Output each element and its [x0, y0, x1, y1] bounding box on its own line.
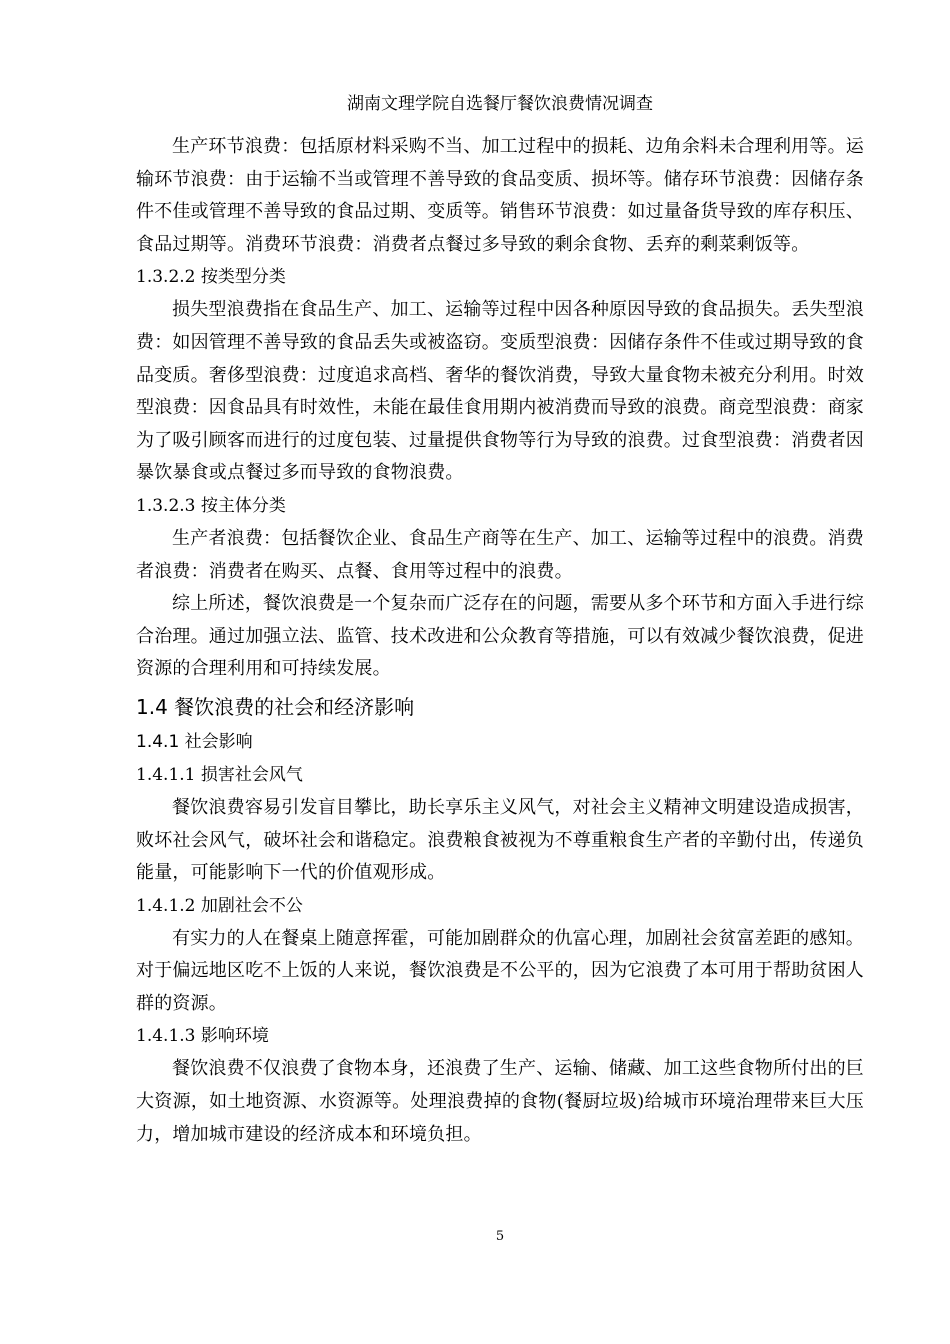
heading-1-4-1-2: 1.4.1.2 加剧社会不公 [136, 895, 303, 916]
page-number: 5 [495, 1229, 505, 1244]
paragraph-environment: 餐饮浪费不仅浪费了食物本身，还浪费了生产、运输、储藏、加工这些食物所付出的巨大资源，如土地资源、水资源等。处理浪费掉的食物(餐厨垃圾)给城市环境治理带来巨大压力，增加城市建设的经济成本和环境负担。 [136, 1058, 864, 1145]
document-body [136, 131, 864, 1151]
paragraph-social-inequality: 有实力的人在餐桌上随意挥霍，可能加剧群众的仇富心理，加剧社会贫富差距的感知。对于偏远地区吃不上饭的人来说，餐饮浪费是不公平的，因为它浪费了本可用于帮助贫困人群的资源。 [136, 927, 864, 1014]
heading-1-3-2-3: 1.3.2.3 按主体分类 [136, 495, 286, 516]
paragraph-type-waste: 损失型浪费指在食品生产、加工、运输等过程中因各种原因导致的食品损失。丢失型浪费：如因管理不善导致的食品丢失或被盗窃。变质型浪费：因储存条件不佳或过期导致的食品变质。奢侈型浪费：过度追求高档、奢华的餐饮消费，导致大量食物未被充分利用。时效型浪费：因食品具有时效性，未能在最佳食用期内被消费而导致的浪费。商竞型浪费：商家为了吸引顾客而进行的过度包装、过量提供食物等行为导致的浪费。过食型浪费：消费者因暴饮暴食或点餐过多而导致的食物浪费。 [136, 299, 864, 484]
paragraph-summary: 综上所述，餐饮浪费是一个复杂而广泛存在的问题，需要从多个环节和方面入手进行综合治理。通过加强立法、监管、技术改进和公众教育等措施，可以有效减少餐饮浪费，促进资源的合理利用和可持续发展。 [136, 593, 864, 680]
heading-1-4-1-3: 1.4.1.3 影响环境 [136, 1026, 269, 1047]
running-header: 湖南文理学院自选餐厅餐饮浪费情况调查 [347, 94, 653, 114]
heading-1-4-1-1: 1.4.1.1 损害社会风气 [136, 764, 303, 785]
heading-1-3-2-2: 1.3.2.2 按类型分类 [136, 267, 286, 288]
heading-1-4: 1.4 餐饮浪费的社会和经济影响 [136, 694, 415, 719]
paragraph-subject-waste: 生产者浪费：包括餐饮企业、食品生产商等在生产、加工、运输等过程中的浪费。消费者浪费：消费者在购买、点餐、食用等过程中的浪费。 [136, 527, 864, 582]
heading-1-4-1: 1.4.1 社会影响 [136, 731, 253, 752]
paragraph-stage-waste: 生产环节浪费：包括原材料采购不当、加工过程中的损耗、边角余料未合理利用等。运输环节浪费：由于运输不当或管理不善导致的食品变质、损坏等。储存环节浪费：因储存条件不佳或管理不善导致的食品过期、变质等。销售环节浪费：如过量备货导致的库存积压、食品过期等。消费环节浪费：消费者点餐过多导致的剩余食物、丢弃的剩菜剩饭等。 [136, 136, 864, 255]
paragraph-social-ethos: 餐饮浪费容易引发盲目攀比，助长享乐主义风气，对社会主义精神文明建设造成损害，败坏社会风气，破坏社会和谐稳定。浪费粮食被视为不尊重粮食生产者的辛勤付出，传递负能量，可能影响下一代的价值观形成。 [136, 796, 864, 884]
